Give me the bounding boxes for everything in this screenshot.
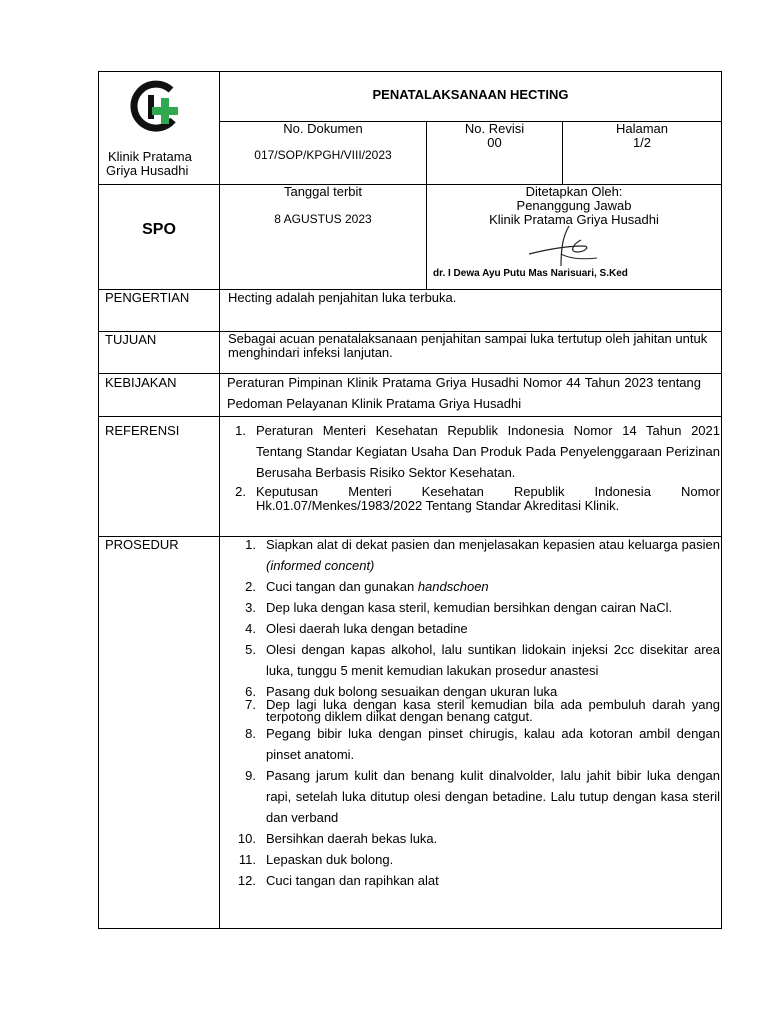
- list-number: 1.: [235, 423, 246, 438]
- list-text: Pasang duk bolong sesuaikan dengan ukuran luka: [266, 684, 558, 699]
- list-item: [220, 485, 720, 513]
- pengertian-text: Hecting adalah penjahitan luka terbuka.: [228, 290, 457, 305]
- list-text: Dep lagi luka dengan kasa steril kemudian bila ada pembuluh darah yang terpotong diklem diikat dengan benang catgut.: [266, 697, 720, 724]
- list-item: [230, 639, 720, 681]
- tanggal-value: 8 AGUSTUS 2023: [274, 212, 372, 226]
- list-number: 8.: [245, 726, 256, 741]
- list-number: 10.: [237, 831, 256, 846]
- list-number: 2.: [245, 579, 256, 594]
- halaman-label: Halaman: [615, 121, 669, 136]
- list-number: 6.: [245, 684, 256, 699]
- list-item: [230, 765, 720, 828]
- list-text: Bersihkan daerah bekas luka.: [266, 831, 438, 846]
- document-title: PENATALAKSANAAN HECTING: [372, 87, 569, 102]
- signature: [525, 224, 605, 268]
- list-number: 4.: [245, 621, 256, 636]
- list-item: [220, 420, 720, 483]
- list-text: Dep luka dengan kasa steril, kemudian bersihkan dengan cairan NaCl.: [266, 600, 673, 615]
- list-text-italic: (informed concent): [266, 558, 375, 573]
- list-text: Cuci tangan dan gunakan: [266, 579, 415, 594]
- tujuan-text: Sebagai acuan penatalaksanaan penjahitan sampai luka tertutup oleh jahitan untuk menghindari infeksi lanjutan.: [228, 331, 708, 360]
- list-text-italic: handschoen: [417, 579, 489, 594]
- referensi-label: REFERENSI: [105, 423, 180, 438]
- tujuan-label: TUJUAN: [105, 332, 157, 347]
- list-number: 2.: [235, 484, 246, 499]
- no-dokumen-label: No. Dokumen: [283, 121, 363, 136]
- list-item: [230, 849, 720, 870]
- list-text: Cuci tangan dan rapihkan alat: [266, 873, 439, 888]
- halaman-value: 1/2: [632, 135, 652, 150]
- table-border-left: [98, 71, 99, 929]
- pengertian-label: PENGERTIAN: [105, 290, 190, 305]
- list-text: Siapkan alat di dekat pasien dan menjelasakan kepasien atau keluarga pasien: [266, 537, 720, 552]
- kebijakan-label: KEBIJAKAN: [105, 375, 177, 390]
- ditetapkan-line3: Klinik Pratama Griya Husadhi: [489, 212, 659, 227]
- clinic-logo: [123, 78, 195, 136]
- list-text: Keputusan Menteri Kesehatan Republik Indonesia Nomor Hk.01.07/Menkes/1983/2022 Tentang Standar Akreditasi Klinik.: [256, 484, 720, 513]
- list-number: 11.: [238, 852, 256, 867]
- list-number: 3.: [245, 600, 256, 615]
- no-revisi-label: No. Revisi: [464, 121, 525, 136]
- table-border-right: [721, 71, 722, 929]
- prosedur-label: PROSEDUR: [105, 537, 179, 552]
- list-number: 5.: [245, 642, 256, 657]
- list-item: [230, 870, 720, 891]
- no-dokumen-value: 017/SOP/KPGH/VIII/2023: [254, 148, 392, 162]
- list-text: Olesi daerah luka dengan betadine: [266, 621, 468, 636]
- list-item: [230, 534, 720, 576]
- list-text: Pegang bibir luka dengan pinset chirugis, kalau ada kotoran ambil dengan pinset anatomi.: [266, 726, 720, 762]
- list-number: 1.: [245, 537, 256, 552]
- list-item: [230, 576, 720, 597]
- list-number: 7.: [245, 697, 256, 712]
- spo-label: SPO: [142, 221, 176, 238]
- clinic-name-line2: Griya Husadhi: [106, 163, 189, 178]
- list-number: 12.: [237, 873, 256, 888]
- prosedur-list: [230, 534, 720, 891]
- list-text: Peraturan Menteri Kesehatan Republik Indonesia Nomor 14 Tahun 2021 Tentang Standar Kegiatan Usaha Dan Produk Pada Penyelenggaraan Perizinan Berusaha Berbasis Risiko Sektor Kesehatan.: [256, 423, 720, 480]
- list-number: 9.: [245, 768, 256, 783]
- list-item: [230, 618, 720, 639]
- list-text: Lepaskan duk bolong.: [266, 852, 394, 867]
- referensi-list: [220, 420, 720, 513]
- table-border-bottom: [98, 928, 722, 929]
- referensi-row-divider: [98, 416, 722, 417]
- ditetapkan-line1: Ditetapkan Oleh:: [525, 184, 623, 199]
- table-border-top: [98, 71, 722, 72]
- list-item: [230, 828, 720, 849]
- no-revisi-value: 00: [487, 135, 502, 150]
- list-item: [230, 699, 720, 723]
- kebijakan-text: Peraturan Pimpinan Klinik Pratama Griya Husadhi Nomor 44 Tahun 2023 tentang Pedoman Pelayanan Klinik Pratama Griya Husadhi: [227, 375, 701, 411]
- tanggal-label: Tanggal terbit: [283, 184, 363, 199]
- list-text: Pasang jarum kulit dan benang kulit dinalvolder, lalu jahit bibir luka dengan rapi, setelah luka ditutup olesi dengan betadine. Lalu tutup dengan kasa steril dan verband: [266, 768, 720, 825]
- clinic-name-line1: Klinik Pratama: [108, 149, 192, 164]
- ditetapkan-line2: Penanggung Jawab: [516, 198, 632, 213]
- list-item: [230, 597, 720, 618]
- signatory-name: dr. I Dewa Ayu Putu Mas Narisuari, S.Ked: [433, 268, 628, 279]
- list-text: Olesi dengan kapas alkohol, lalu suntikan lidokain injeksi 2cc disekitar area luka, tunggu 5 menit kemudian lakukan prosedur anastesi: [266, 642, 720, 678]
- list-item: [230, 723, 720, 765]
